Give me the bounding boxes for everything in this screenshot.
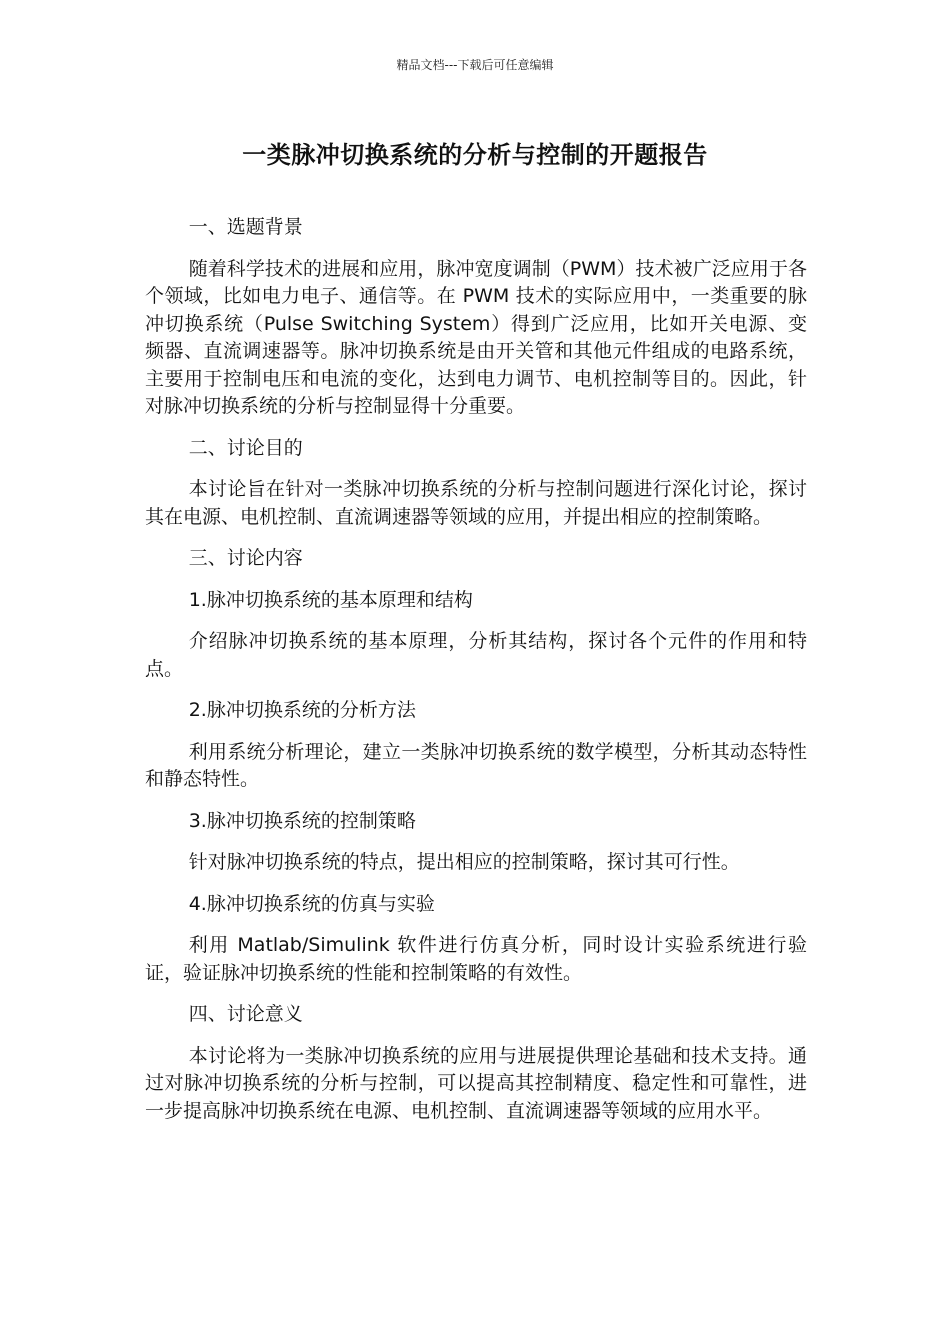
document-title: 一类脉冲切换系统的分析与控制的开题报告 [242, 141, 708, 169]
subheading-control: 3.脉冲切换系统的控制策略 [188, 809, 416, 832]
page-header-note: 精品文档---下载后可任意编辑 [396, 58, 554, 72]
document-body [145, 214, 807, 1139]
paragraph-significance: 本讨论将为一类脉冲切换系统的应用与进展提供理论基础和技术支持。通过对脉冲切换系统的分析与控制，可以提高其控制精度、稳定性和可靠性，进一步提高脉冲切换系统在电源、电机控制、直流调速器等领域的应用水平。 [145, 1044, 807, 1122]
paragraph-purpose: 本讨论旨在针对一类脉冲切换系统的分析与控制问题进行深化讨论，探讨其在电源、电机控制、直流调速器等领域的应用，并提出相应的控制策略。 [145, 478, 807, 528]
paragraph-analysis: 利用系统分析理论，建立一类脉冲切换系统的数学模型，分析其动态特性和静态特性。 [145, 740, 807, 790]
section-heading-purpose: 二、讨论目的 [188, 436, 303, 459]
subheading-simulation: 4.脉冲切换系统的仿真与实验 [188, 892, 435, 915]
paragraph-control: 针对脉冲切换系统的特点，提出相应的控制策略，探讨其可行性。 [188, 851, 740, 873]
subheading-analysis: 2.脉冲切换系统的分析方法 [188, 699, 416, 721]
paragraph-simulation: 利用 Matlab/Simulink 软件进行仿真分析，同时设计实验系统进行验证，验证脉冲切换系统的性能和控制策略的有效性。 [145, 934, 807, 984]
section-heading-content: 三、讨论内容 [188, 547, 303, 569]
section-heading-significance: 四、讨论意义 [188, 1003, 303, 1025]
paragraph-principle: 介绍脉冲切换系统的基本原理，分析其结构，探讨各个元件的作用和特点。 [145, 630, 807, 680]
subheading-principle: 1.脉冲切换系统的基本原理和结构 [188, 588, 473, 611]
paragraph-background: 随着科学技术的进展和应用，脉冲宽度调制（PWM）技术被广泛应用于各个领域，比如电力电子、通信等。在 PWM 技术的实际应用中，一类重要的脉冲切换系统（Pulse Switching System）得到广泛应用，比如开关电源、变频器、直流调速器等。脉冲切换系统是由开关管和其他元件组成的电路系统，主要用于控制电压和电流的变化，达到电力调节、电机控制等目的。因此，针对脉冲切换系统的分析与控制显得十分重要。 [145, 257, 807, 417]
section-heading-background: 一、选题背景 [188, 216, 303, 238]
